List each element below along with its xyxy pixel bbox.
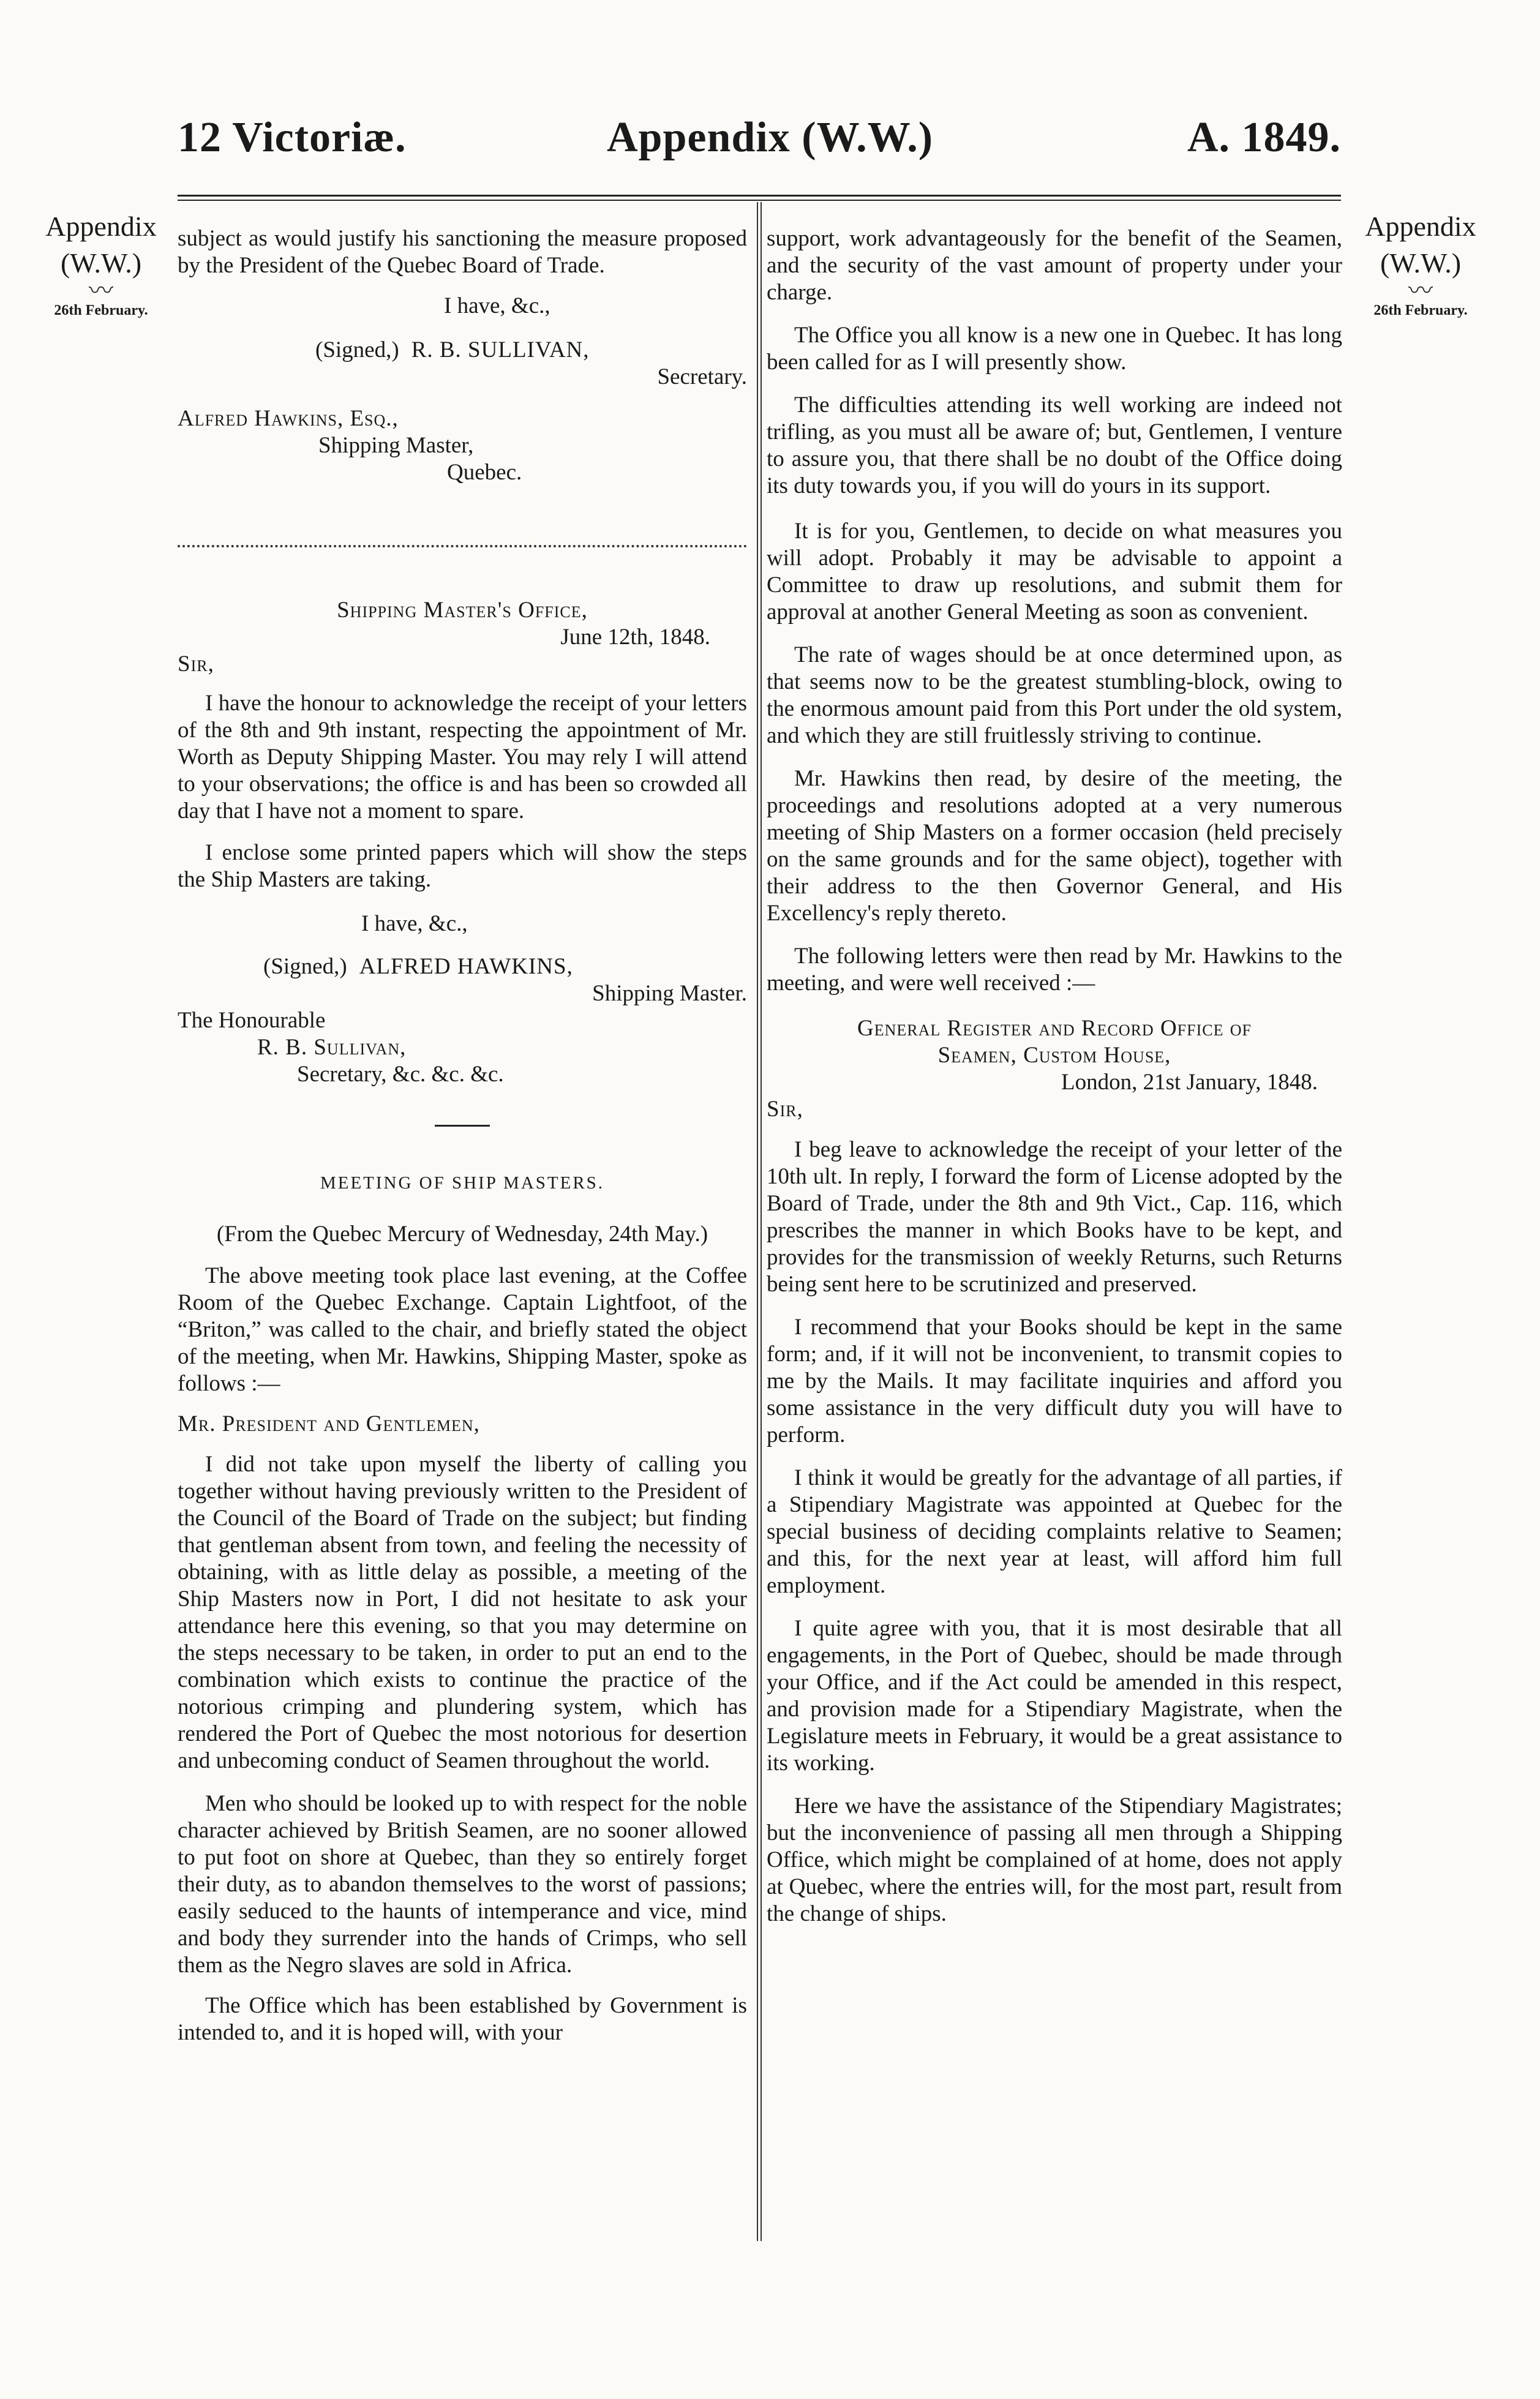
letter3-office-line-2: Seamen, Custom House, bbox=[937, 1043, 1171, 1068]
signer-title: Secretary. bbox=[657, 364, 747, 389]
address-line-3: Secretary, &c. &c. &c. bbox=[297, 1062, 504, 1087]
meeting-heading: MEETING OF SHIP MASTERS. bbox=[320, 1173, 605, 1193]
margin-label: Appendix bbox=[45, 211, 157, 242]
speech-paragraph: The Office you all know is a new one in Quebec. It has long been called for as I will presently show. bbox=[767, 323, 1342, 375]
meeting-paragraph: The Office which has been established by Government is intended to, and it is hoped will, with your bbox=[178, 1993, 747, 2045]
signer-title: Shipping Master. bbox=[592, 981, 747, 1006]
header-right: A. 1849. bbox=[1187, 114, 1341, 161]
short-divider bbox=[435, 1125, 490, 1127]
letter2-paragraph: I enclose some printed papers which will show the steps the Ship Masters are taking. bbox=[178, 840, 747, 892]
left-column bbox=[178, 225, 747, 486]
speech-paragraph: support, work advantageously for the benefit of the Seamen, and the security of the vast amount of property under your charge. bbox=[767, 226, 1342, 305]
meeting-address: Mr. President and Gentlemen, bbox=[178, 1411, 480, 1436]
speech-paragraph: The rate of wages should be at once determined upon, as that seems now to be the greatest stumbling-block, owing to the enormous amount paid from this Port under the old system, and which they are still fruitlessly striving to continue. bbox=[767, 642, 1342, 748]
address-line-2: R. B. Sullivan, bbox=[257, 1035, 407, 1060]
address-line-3: Quebec. bbox=[447, 460, 522, 485]
speech-paragraph: The difficulties attending its well working are indeed not trifling, as you must all be aware of; but, Gentlemen, I venture to assure you, that there shall be no doubt of the Office doing its duty towards you, if you will do yours in its support. bbox=[767, 392, 1342, 498]
header-rule bbox=[178, 195, 1341, 201]
letter3-paragraph: Here we have the assistance of the Stipendiary Magistrates; but the inconvenience of passing all men through a Shipping Office, which might be complained of at home, does not apply at Quebec, where the entries will, for the most part, result from the change of ships. bbox=[767, 1793, 1342, 1926]
meeting-paragraph: The above meeting took place last evening, at the Coffee Room of the Quebec Exchange. Captain Lightfoot, of the “Briton,” was called to the chair, and briefly stated the object of the meeting, when Mr. Hawkins, Shipping Master, spoke as follows :— bbox=[178, 1263, 747, 1396]
margin-label: Appendix bbox=[1365, 211, 1476, 242]
margin-note-right bbox=[1350, 208, 1491, 321]
letter3-date: London, 21st January, 1848. bbox=[1061, 1070, 1318, 1095]
page-header bbox=[0, 113, 1540, 181]
signed-label: (Signed,) bbox=[263, 954, 347, 979]
section-divider bbox=[178, 545, 747, 547]
right-column bbox=[767, 225, 1342, 1928]
column-divider bbox=[757, 202, 762, 2241]
letter1-closing: I have, &c., bbox=[444, 293, 550, 318]
speech-paragraph: Mr. Hawkins then read, by desire of the meeting, the proceedings and resolutions adopted at a very numerous meeting of Ship Masters on a former occasion (held precisely on the same grounds and for the same object), together with their address to the then Governor General, and His Excellency's reply thereto. bbox=[767, 766, 1342, 926]
swash-ornament-icon: 〰 bbox=[1408, 277, 1433, 304]
letter2-office: Shipping Master's Office, bbox=[337, 598, 588, 623]
letter3-office-line-1: General Register and Record Office of bbox=[857, 1016, 1252, 1041]
letter3-paragraph: I beg leave to acknowledge the receipt of your letter of the 10th ult. In reply, I forward the form of License adopted by the Board of Trade, under the 8th and 9th Vict., Cap. 116, which prescribes the manner in which Books have to be kept, and provides for the transmission of weekly Returns, such Returns being sent here to be scrutinized and preserved. bbox=[767, 1137, 1342, 1297]
letter3-paragraph: I quite agree with you, that it is most desirable that all engagements, in the Port of Quebec, should be made through your Office, and if the Act could be amended in this respect, and provision made for a Stipendiary Magistrate, when the Legislature meets in February, it would be a great assistance to its working. bbox=[767, 1616, 1342, 1776]
address-line-2: Shipping Master, bbox=[318, 433, 474, 458]
letter2-signature bbox=[178, 953, 747, 980]
header-center: Appendix (W.W.) bbox=[606, 114, 934, 161]
signer-name: R. B. SULLIVAN, bbox=[411, 337, 590, 362]
header-left: 12 Victoriæ. bbox=[178, 114, 407, 161]
speech-paragraph: The following letters were then read by Mr. Hawkins to the meeting, and were well received :— bbox=[767, 944, 1342, 996]
left-column-continued bbox=[178, 597, 747, 2046]
letter2-date: June 12th, 1848. bbox=[560, 625, 710, 650]
letter1-body: subject as would justify his sanctioning the measure proposed by the President of the Quebec Board of Trade. bbox=[178, 226, 747, 278]
margin-date: 26th February. bbox=[1373, 302, 1468, 318]
margin-note-left bbox=[31, 208, 171, 321]
swash-ornament-icon: 〰 bbox=[89, 277, 113, 304]
address-line-1: Alfred Hawkins, Esq., bbox=[178, 406, 399, 431]
margin-date: 26th February. bbox=[54, 302, 148, 318]
letter1-signature bbox=[178, 337, 747, 364]
meeting-paragraph: Men who should be looked up to with respect for the noble character achieved by British Seamen, are no sooner allowed to put foot on shore at Quebec, than they so entirely forget their duty, as to abandon themselves to the worst of passions; easily seduced to the haunts of intemperance and vice, mind and body they surrender into the hands of Crimps, who sell them as the Negro slaves are sold in Africa. bbox=[178, 1791, 747, 1978]
letter2-paragraph: I have the honour to acknowledge the receipt of your letters of the 8th and 9th instant, respecting the appointment of Mr. Worth as Deputy Shipping Master. You may rely I will attend to your observations; the office is and has been so crowded all day that I have not a moment to spare. bbox=[178, 691, 747, 824]
meeting-paragraph: I did not take upon myself the liberty of calling you together without having previously written to the President of the Council of the Board of Trade on the subject; but finding that gentleman absent from town, and feeling the necessity of obtaining, with as little delay as possible, a meeting of the Ship Masters now in Port, I did not hesitate to ask your attendance here this evening, so that you may determine on the steps necessary to be taken, in order to put an end to the combination which exists to continue the practice of the notorious crimping and plundering system, which has rendered the Port of Quebec the most notorious for desertion and unbecoming conduct of Seamen throughout the world. bbox=[178, 1452, 747, 1773]
letter3-salutation: Sir, bbox=[767, 1097, 803, 1122]
letter2-closing: I have, &c., bbox=[361, 911, 468, 936]
margin-code: (W.W.) bbox=[60, 247, 142, 279]
letter3-paragraph: I think it would be greatly for the advantage of all parties, if a Stipendiary Magistrate was appointed at Quebec for the special business of deciding complaints relative to Seamen; and this, for the next year at least, will afford him full employment. bbox=[767, 1465, 1342, 1598]
letter2-salutation: Sir, bbox=[178, 651, 214, 677]
speech-paragraph: It is for you, Gentlemen, to decide on what measures you will adopt. Probably it may be advisable to appoint a Committee to draw up resolutions, and submit them for approval at another General Meeting as soon as convenient. bbox=[767, 519, 1342, 625]
margin-code: (W.W.) bbox=[1380, 247, 1462, 279]
address-line-1: The Honourable bbox=[178, 1008, 326, 1033]
signed-label: (Signed,) bbox=[315, 337, 399, 362]
letter3-paragraph: I recommend that your Books should be kept in the same form; and, if it will not be inconvenient, to transmit copies to me by the Mails. It may facilitate inquiries and afford you some assistance in the very difficult duty you will have to perform. bbox=[767, 1315, 1342, 1447]
meeting-source: (From the Quebec Mercury of Wednesday, 24th May.) bbox=[216, 1222, 708, 1247]
signer-name: ALFRED HAWKINS, bbox=[359, 954, 573, 979]
